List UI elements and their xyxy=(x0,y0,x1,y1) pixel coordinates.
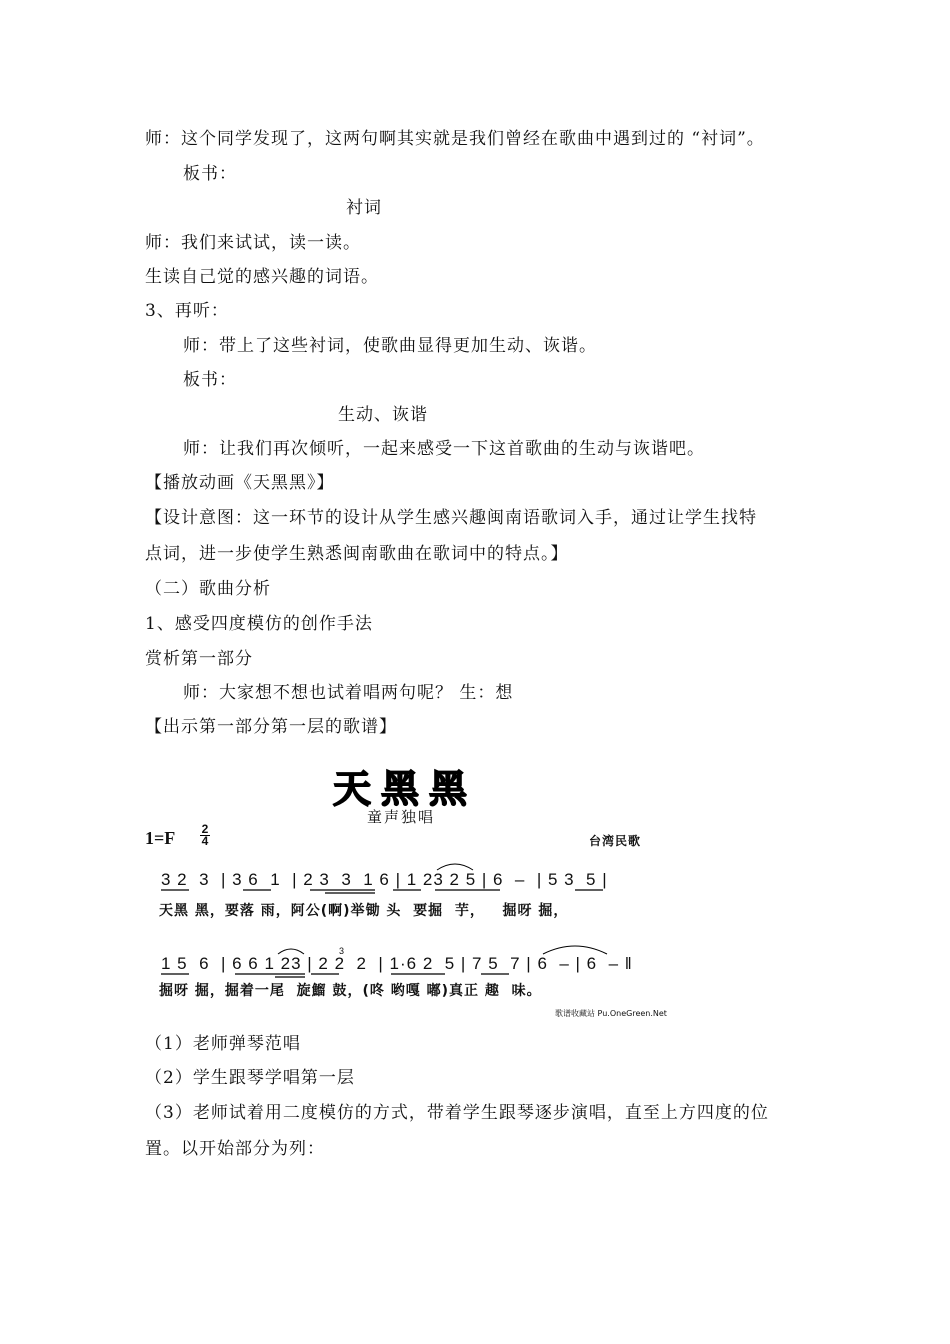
bracket-note: 【出示第一部分第一层的歌谱】 xyxy=(145,717,397,737)
paragraph-line: 赏析第一部分 xyxy=(145,649,253,669)
step-item: （2）学生跟琴学唱第一层 xyxy=(145,1068,355,1088)
paragraph-line: 置。以开始部分为列： xyxy=(145,1139,325,1159)
section-heading: 3、再听： xyxy=(145,301,229,321)
lyrics-row-2: 掘呀 掘，掘着一尾 旋鰡 鼓，(咚 哟嘎 嘟)真正 趣 味。 xyxy=(159,983,542,999)
board-text: 生动、诙谐 xyxy=(338,405,428,425)
paragraph-line: 师：让我们再次倾听，一起来感受一下这首歌曲的生动与诙谐吧。 xyxy=(183,439,705,459)
design-intent: 点词，进一步使学生熟悉闽南歌曲在歌词中的特点。】 xyxy=(145,544,569,564)
grace-note: 3 xyxy=(339,946,345,956)
slur xyxy=(437,864,473,870)
notation-row-2: 1 5 6 | 6 6 1 23 | 2 2 2 | 1·6 2 5 | 7 5 7 | 6 – | 6 – ‖ xyxy=(161,954,633,973)
paragraph-line: 师：大家想不想也试着唱两句呢？ 生：想 xyxy=(183,683,514,703)
paragraph-line: 生读自己觉的感兴趣的词语。 xyxy=(145,267,379,287)
score-underlines xyxy=(145,758,685,1028)
key-signature: 1=F xyxy=(145,828,176,848)
paragraph-line: 板书： xyxy=(183,370,237,390)
notation-row-1: 3 2 3 | 3 6 1 | 2 3 3 1 6 | 1 23 2 5 | 6 – | 5 3 5 | xyxy=(161,870,608,889)
time-top: 2 xyxy=(201,822,209,836)
board-text: 衬词 xyxy=(346,198,382,218)
score-title: 天黑黑 xyxy=(333,767,478,811)
tie xyxy=(543,946,607,954)
section-heading: 1、感受四度模仿的创作手法 xyxy=(145,614,373,634)
score-credit: 歌谱收藏站 Pu.OneGreen.Net xyxy=(555,1009,667,1018)
slur xyxy=(278,949,304,954)
step-item: （1）老师弹琴范唱 xyxy=(145,1034,301,1054)
paragraph-line: 师：我们来试试，读一读。 xyxy=(145,233,361,253)
paragraph-line: 师：带上了这些衬词，使歌曲显得更加生动、诙谐。 xyxy=(183,336,597,356)
paragraph-line: 师：这个同学发现了，这两句啊其实就是我们曾经在歌曲中遇到过的 “衬词”。 xyxy=(145,129,765,149)
lyrics-row-1: 天黑 黑，要落 雨，阿公(啊)举锄 头 要掘 芋， 掘呀 掘， xyxy=(159,903,569,919)
bracket-note: 【播放动画《天黑黑》】 xyxy=(145,473,335,493)
step-item: （3）老师试着用二度模仿的方式，带着学生跟琴逐步演唱，直至上方四度的位 xyxy=(145,1103,769,1123)
paragraph-line: 板书： xyxy=(183,164,237,184)
design-intent: 【设计意图：这一环节的设计从学生感兴趣闽南语歌词入手，通过让学生找特 xyxy=(145,508,757,528)
music-score xyxy=(145,758,685,1028)
time-bottom: 4 xyxy=(201,834,209,848)
section-heading: （二）歌曲分析 xyxy=(145,579,271,599)
score-subtitle: 童声独唱 xyxy=(367,808,436,826)
song-origin: 台湾民歌 xyxy=(589,834,642,848)
